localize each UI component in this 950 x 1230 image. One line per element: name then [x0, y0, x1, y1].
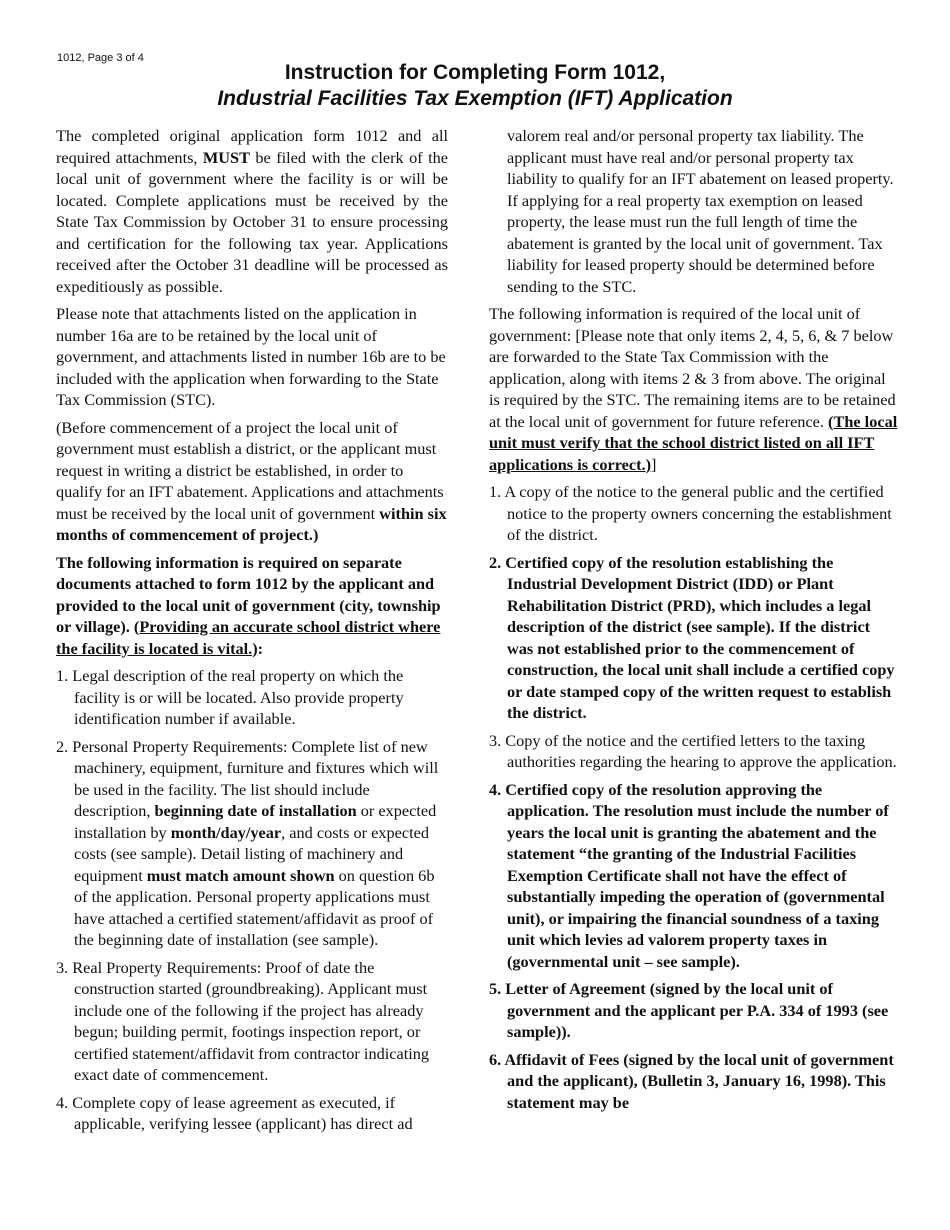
list-item: 4. Complete copy of lease agreement as executed, if applicable, verifying lessee (applicant) has direct ad — [56, 1092, 413, 1133]
intro-paragraph — [56, 125, 448, 297]
page-title — [0, 60, 950, 112]
list-item: 6. Affidavit of Fees (signed by the local unit of government and the applicant), (Bulletin 3, January 16, 1998). This statement may be — [489, 1049, 894, 1112]
district-note — [56, 417, 448, 546]
verify-school-district: (The local unit must verify that the school district listed on all IFT applications is correct.) — [489, 411, 898, 474]
intro-text: The completed original application form 1012 and all required attachments, — [56, 126, 448, 167]
local-unit-list — [489, 481, 899, 1113]
item-text: or expected installation by — [74, 801, 437, 842]
closing-bracket: ] — [651, 454, 657, 474]
title-line-1: Instruction for Completing Form 1012, — [284, 61, 666, 84]
item-text: on question 6b of the application. Personal property applications must have attached a certified statement/affidavit as proof of the beginning date of installation (see sample). — [74, 865, 435, 949]
district-note-bold: within six months of commencement of project.) — [56, 503, 447, 544]
list-item: 3. Copy of the notice and the certified letters to the taxing authorities regarding the hearing to approve the application. — [489, 730, 897, 771]
page-number: 1012, Page 3 of 4 — [57, 52, 144, 64]
list-item: 1. Legal description of the real property on which the facility is or will be located. Also provide property identification number if available. — [56, 666, 404, 728]
lease-continuation: valorem real and/or personal property tax liability. The applicant must have real and/or personal property tax liability to qualify for an IFT abatement on leased property. If applying for a real property tax exemption on leased property, the lease must run the full length of time the abatement is granted by the local unit of government. Tax liability for leased property should be determined before sending to the STC. — [507, 126, 894, 296]
must-emphasis: MUST — [202, 147, 250, 167]
right-column — [489, 125, 899, 1119]
item-text: 2. Personal Property Requirements: Complete list of new machinery, equipment, furniture and fixtures which will be used in the facility. The list should include description, — [56, 736, 439, 820]
item-bold: beginning date of installation — [154, 801, 357, 820]
local-unit-requirements — [489, 303, 899, 475]
title-line-2: Industrial Facilities Tax Exemption (IFT) Application — [217, 87, 733, 110]
item-bold: month/day/year — [170, 822, 282, 842]
list-item: 2. Certified copy of the resolution establishing the Industrial Development District (IDD) or Plant Rehabilitation District (PRD), which includes a legal description of the district (see sample). If the district was not established prior to the commencement of construction, the local unit shall include a certified copy or date stamped copy of the written request to establish the district. — [489, 552, 895, 722]
list-item: 5. Letter of Agreement (signed by the local unit of government and the applicant per P.A. 334 of 1993 (see sample)). — [489, 979, 889, 1041]
district-note-text: (Before commencement of a project the local unit of government must establish a district, or the applicant must request in writing a district be established, in order to qualify for an IFT abatement. Applications and attachments must be received by the local unit of government — [56, 417, 444, 523]
item-text: , and costs or expected costs (see sample). Detail listing of machinery and equipment — [74, 822, 429, 885]
intro-text-cont: be filed with the clerk of the local unit of government where the facility is or will be located. Complete applications must be received by the State Tax Commission by October 31 to ensure processing and certification for the following tax year. Applications received after the October 31 deadline will be processed as expeditiously as possible. — [56, 147, 448, 296]
left-column — [56, 125, 448, 1141]
heading-colon: : — [257, 638, 264, 658]
attachments-note: Please note that attachments listed on the application in number 16a are to be retained by the local unit of government, and attachments listed in number 16b are to be included with the application when forwarding to the State Tax Commission (STC). — [56, 304, 446, 409]
heading-text: The following information is required on separate documents attached to form 1012 by the applicant and provided to the local unit of government (city, township or village). ( — [56, 552, 441, 636]
list-item: 1. A copy of the notice to the general public and the certified notice to the property owners concerning the establishment of the district. — [489, 482, 892, 544]
school-district-underline: Providing an accurate school district where the facility is located is vital.) — [56, 617, 441, 658]
local-unit-text: The following information is required of the local unit of government: [Please note that only items 2, 4, 5, 6, & 7 below are forwarded to the State Tax Commission with the application, along with items 2 & 3 from above. The original is required by the STC. The remaining items are to be retained at the local unit of government for future reference. — [489, 304, 896, 431]
item-bold: must match amount shown — [146, 865, 335, 885]
list-item: 4. Certified copy of the resolution approving the application. The resolution must include the number of years the local unit is granting the abatement and the statement “the granting of the Industrial Facilities Exemption Certificate shall not have the effect of substantially impeding the operation of (governmental unit), or impairing the financial soundness of a taxing unit which levies ad valorem property taxes in (governmental unit – see sample). — [489, 779, 889, 971]
list-item — [56, 736, 448, 951]
applicant-requirements-heading — [56, 552, 448, 660]
applicant-list — [56, 665, 448, 1135]
list-item: 3. Real Property Requirements: Proof of date the construction started (groundbreaking). Applicant must include one of the following if the project has already begun; building permit, footings inspection report, or certified statement/affidavit from contractor indicating exact date of commencement. — [56, 957, 430, 1084]
